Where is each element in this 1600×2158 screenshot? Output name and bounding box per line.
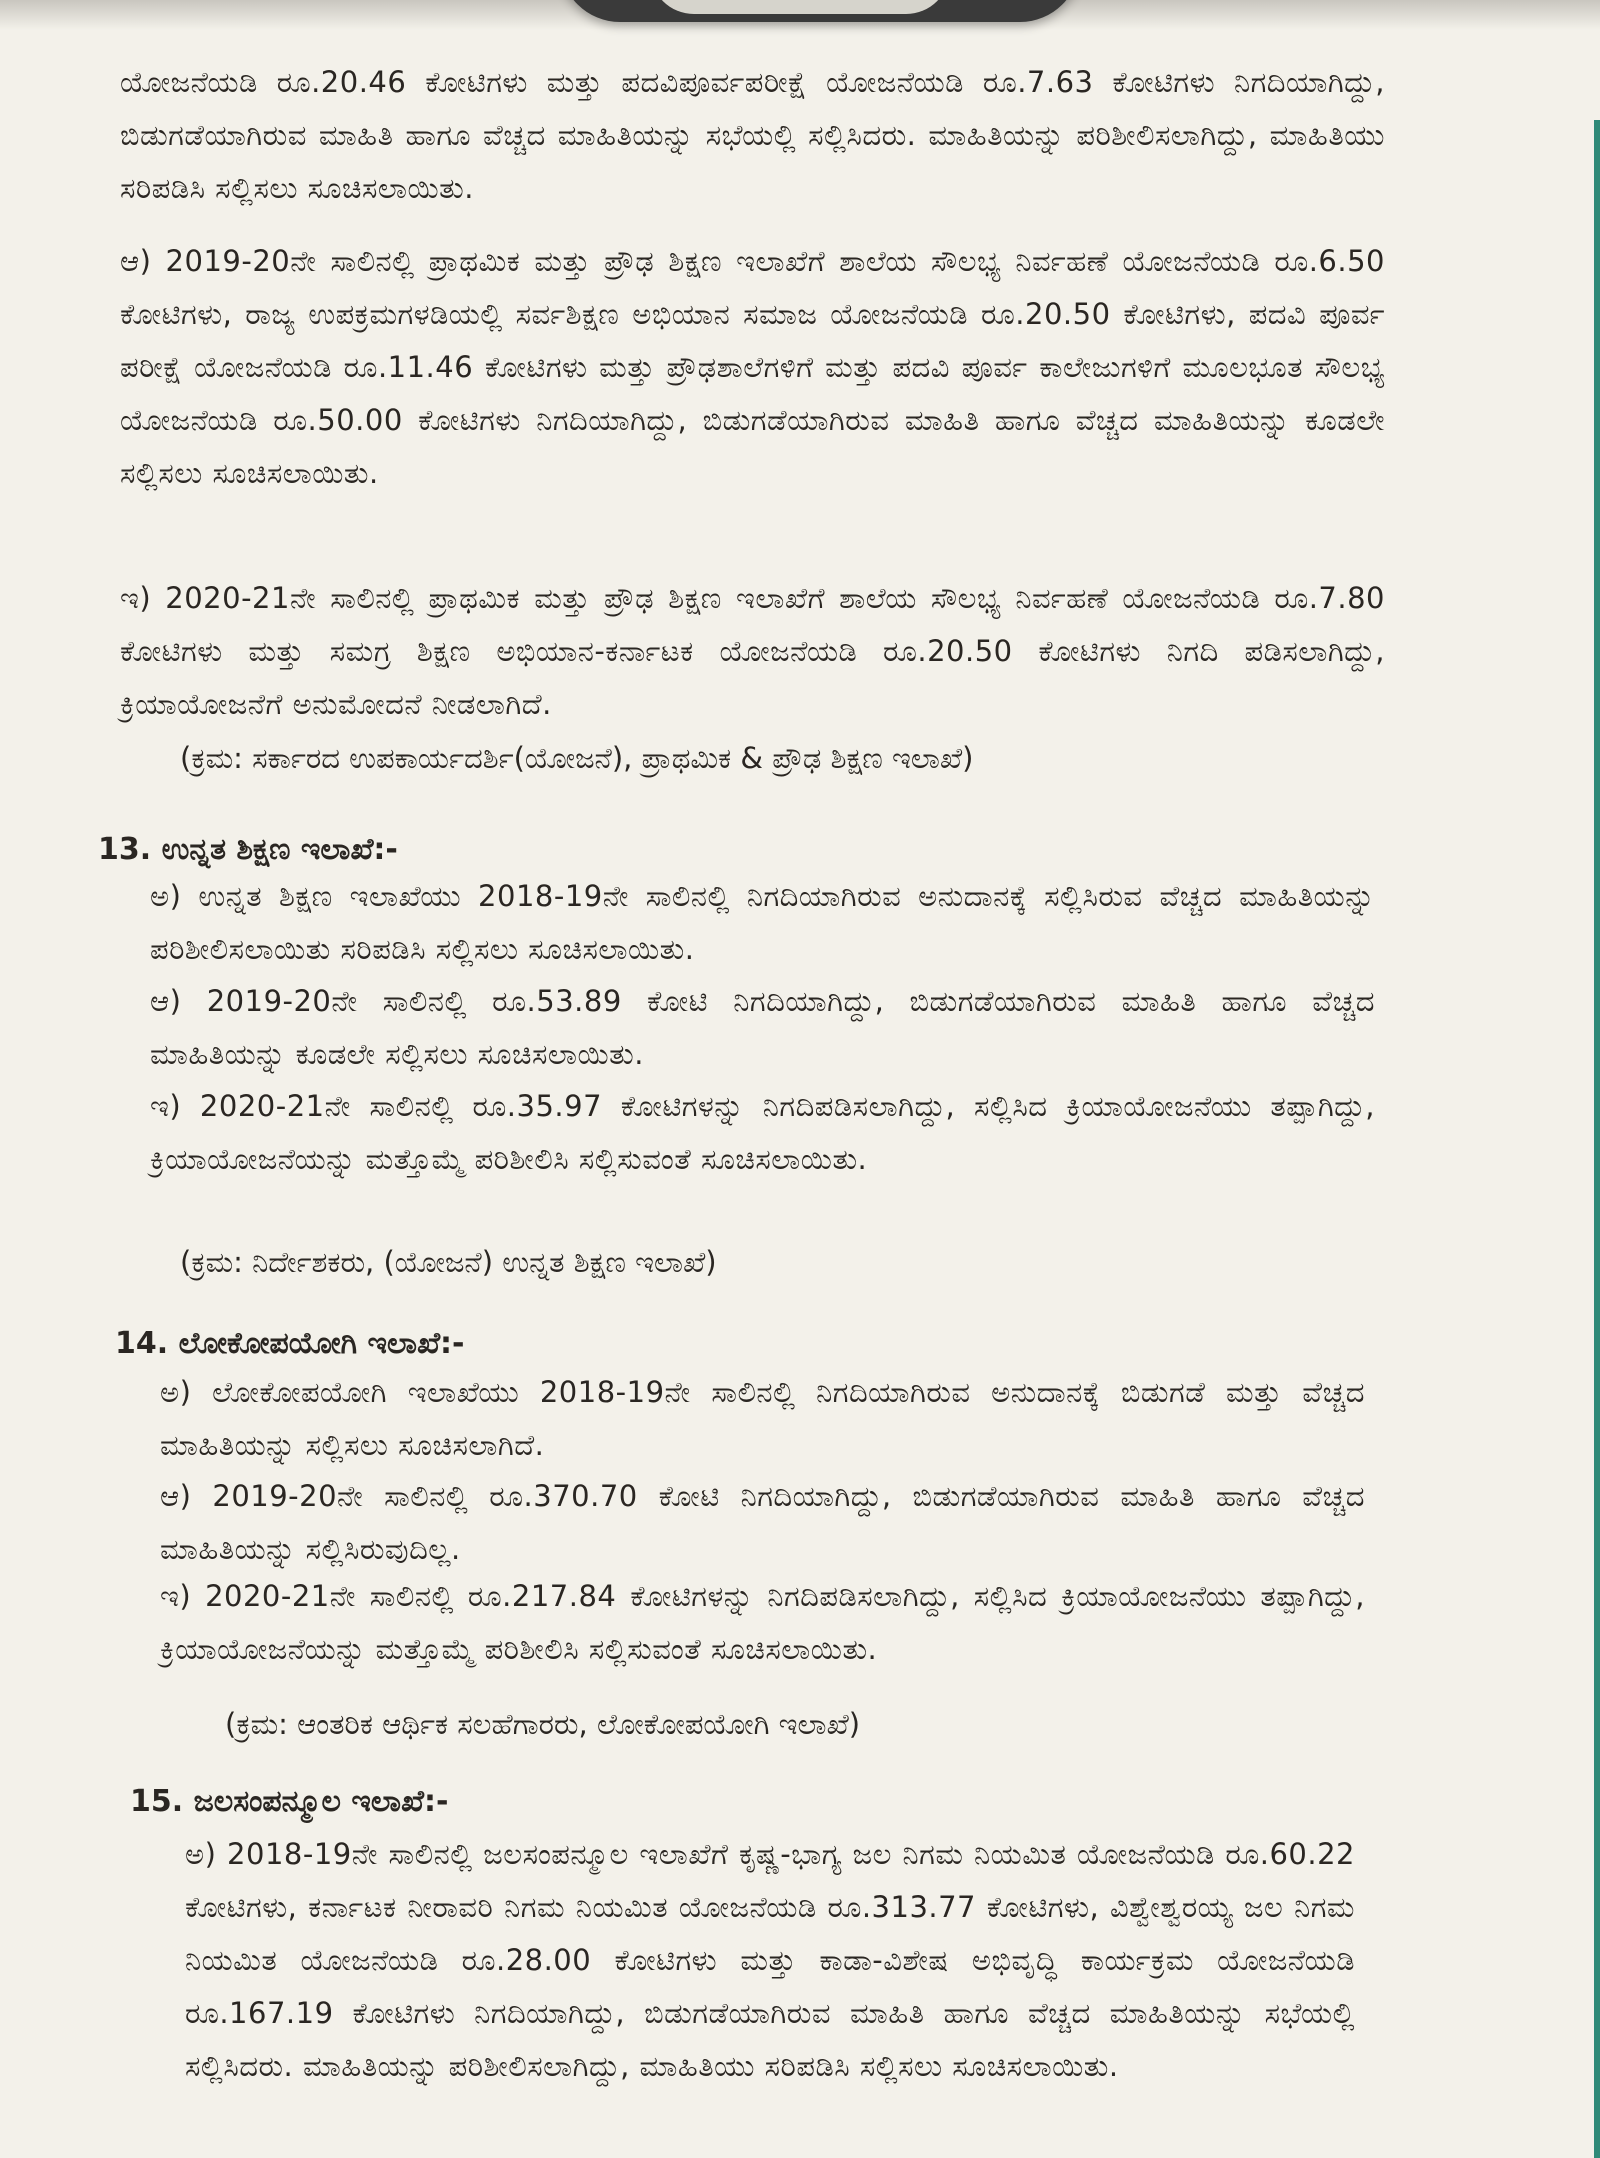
paragraph-13c: ಇ) 2020-21ನೇ ಸಾಲಿನಲ್ಲಿ ರೂ.35.97 ಕೋಟಿಗಳನ್ನು ನಿಗದಿಪಡಿಸಲಾಗಿದ್ದು, ಸಲ್ಲಿಸಿದ ಕ್ರಿಯಾಯೋಜನೆಯು ತಪ್ಪಾಗಿದ್ದು, ಕ್ರಿಯಾಯೋಜನೆಯನ್ನು ಮತ್ತೊಮ್ಮೆ ಪರಿಶೀಲಿಸಿ ಸಲ್ಲಿಸುವಂತೆ ಸೂಚಿಸಲಾಯಿತು. [150,1089,1375,1176]
paragraph-13a: ಅ) ಉನ್ನತ ಶಿಕ್ಷಣ ಇಲಾಖೆಯು 2018-19ನೇ ಸಾಲಿನಲ್ಲಿ ನಿಗದಿಯಾಗಿರುವ ಅನುದಾನಕ್ಕೆ ಸಲ್ಲಿಸಿರುವ ವೆಚ್ಚದ ಮಾಹಿತಿಯನ್ನು ಪರಿಶೀಲಿಸಲಾಯಿತು ಸರಿಪಡಿಸಿ ಸಲ್ಲಿಸಲು ಸೂಚಿಸಲಾಯಿತು. [150,879,1375,966]
credit-higher-education: (ಕ್ರಮ: ನಿರ್ದೇಶಕರು, (ಯೋಜನೆ) ಉನ್ನತ ಶಿಕ್ಷಣ ಇಲಾಖೆ) [180,1245,717,1279]
paragraph-2020-21-primary: ಇ) 2020-21ನೇ ಸಾಲಿನಲ್ಲಿ ಪ್ರಾಥಮಿಕ ಮತ್ತು ಪ್ರೌಢ ಶಿಕ್ಷಣ ಇಲಾಖೆಗೆ ಶಾಲೆಯ ಸೌಲಭ್ಯ ನಿರ್ವಹಣೆ ಯೋಜನೆಯಡಿ ರೂ.7.80 ಕೋಟಿಗಳು ಮತ್ತು ಸಮಗ್ರ ಶಿಕ್ಷಣ ಅಭಿಯಾನ-ಕರ್ನಾಟಕ ಯೋಜನೆಯಡಿ ರೂ.20.50 ಕೋಟಿಗಳು ನಿಗದಿ ಪಡಿಸಲಾಗಿದ್ದು, ಕ್ರಿಯಾಯೋಜನೆಗೆ ಅನುಮೋದನೆ ನೀಡಲಾಗಿದೆ. [120,581,1385,721]
paragraph-14b: ಆ) 2019-20ನೇ ಸಾಲಿನಲ್ಲಿ ರೂ.370.70 ಕೋಟಿ ನಿಗದಿಯಾಗಿದ್ದು, ಬಿಡುಗಡೆಯಾಗಿರುವ ಮಾಹಿತಿ ಹಾಗೂ ವೆಚ್ಚದ ಮಾಹಿತಿಯನ್ನು ಸಲ್ಲಿಸಿರುವುದಿಲ್ಲ. [160,1479,1365,1566]
heading-15-water-resources: 15. ಜಲಸಂಪನ್ಮೂಲ ಇಲಾಖೆ:- [130,1784,449,1819]
paragraph-14a: ಅ) ಲೋಕೋಪಯೋಗಿ ಇಲಾಖೆಯು 2018-19ನೇ ಸಾಲಿನಲ್ಲಿ ನಿಗದಿಯಾಗಿರುವ ಅನುದಾನಕ್ಕೆ ಬಿಡುಗಡೆ ಮತ್ತು ವೆಚ್ಚದ ಮಾಹಿತಿಯನ್ನು ಸಲ್ಲಿಸಲು ಸೂಚಿಸಲಾಗಿದೆ. [160,1375,1365,1462]
paragraph-14c: ಇ) 2020-21ನೇ ಸಾಲಿನಲ್ಲಿ ರೂ.217.84 ಕೋಟಿಗಳನ್ನು ನಿಗದಿಪಡಿಸಲಾಗಿದ್ದು, ಸಲ್ಲಿಸಿದ ಕ್ರಿಯಾಯೋಜನೆಯು ತಪ್ಪಾಗಿದ್ದು, ಕ್ರಿಯಾಯೋಜನೆಯನ್ನು ಮತ್ತೊಮ್ಮೆ ಪರಿಶೀಲಿಸಿ ಸಲ್ಲಿಸುವಂತೆ ಸೂಚಿಸಲಾಯಿತು. [160,1579,1365,1666]
paragraph-continuation: ಯೋಜನೆಯಡಿ ರೂ.20.46 ಕೋಟಿಗಳು ಮತ್ತು ಪದವಿಪೂರ್ವಪರೀಕ್ಷೆ ಯೋಜನೆಯಡಿ ರೂ.7.63 ಕೋಟಿಗಳು ನಿಗದಿಯಾಗಿದ್ದು, ಬಿಡುಗಡೆಯಾಗಿರುವ ಮಾಹಿತಿ ಹಾಗೂ ವೆಚ್ಚದ ಮಾಹಿತಿಯನ್ನು ಸಭೆಯಲ್ಲಿ ಸಲ್ಲಿಸಿದರು. ಮಾಹಿತಿಯನ್ನು ಪರಿಶೀಲಿಸಲಾಗಿದ್ದು, ಮಾಹಿತಿಯು ಸರಿಪಡಿಸಿ ಸಲ್ಲಿಸಲು ಸೂಚಿಸಲಾಯಿತು. [120,65,1385,205]
paragraph-15a: ಅ) 2018-19ನೇ ಸಾಲಿನಲ್ಲಿ ಜಲಸಂಪನ್ಮೂಲ ಇಲಾಖೆಗೆ ಕೃಷ್ಣ-ಭಾಗ್ಯ ಜಲ ನಿಗಮ ನಿಯಮಿತ ಯೋಜನೆಯಡಿ ರೂ.60.22 ಕೋಟಿಗಳು, ಕರ್ನಾಟಕ ನೀರಾವರಿ ನಿಗಮ ನಿಯಮಿತ ಯೋಜನೆಯಡಿ ರೂ.313.77 ಕೋಟಿಗಳು, ವಿಶ್ವೇಶ್ವರಯ್ಯ ಜಲ ನಿಗಮ ನಿಯಮಿತ ಯೋಜನೆಯಡಿ ರೂ.28.00 ಕೋಟಿಗಳು ಮತ್ತು ಕಾಡಾ-ವಿಶೇಷ ಅಭಿವೃದ್ಧಿ ಕಾರ್ಯಕ್ರಮ ಯೋಜನೆಯಡಿ ರೂ.167.19 ಕೋಟಿಗಳು ನಿಗದಿಯಾಗಿದ್ದು, ಬಿಡುಗಡೆಯಾಗಿರುವ ಮಾಹಿತಿ ಹಾಗೂ ವೆಚ್ಚದ ಮಾಹಿತಿಯನ್ನು ಸಭೆಯಲ್ಲಿ ಸಲ್ಲಿಸಿದರು. ಮಾಹಿತಿಯನ್ನು ಪರಿಶೀಲಿಸಲಾಗಿದ್ದು, ಮಾಹಿತಿಯು ಸರಿಪಡಿಸಿ ಸಲ್ಲಿಸಲು ಸೂಚಿಸಲಾಯಿತು. [185,1837,1355,2083]
paragraph-13b: ಆ) 2019-20ನೇ ಸಾಲಿನಲ್ಲಿ ರೂ.53.89 ಕೋಟಿ ನಿಗದಿಯಾಗಿದ್ದು, ಬಿಡುಗಡೆಯಾಗಿರುವ ಮಾಹಿತಿ ಹಾಗೂ ವೆಚ್ಚದ ಮಾಹಿತಿಯನ್ನು ಕೂಡಲೇ ಸಲ್ಲಿಸಲು ಸೂಚಿಸಲಾಯಿತು. [150,984,1375,1071]
heading-13-higher-education: 13. ಉನ್ನತ ಶಿಕ್ಷಣ ಇಲಾಖೆ:- [98,832,398,867]
heading-14-public-works: 14. ಲೋಕೋಪಯೋಗಿ ಇಲಾಖೆ:- [115,1326,465,1361]
credit-primary-secondary-education: (ಕ್ರಮ: ಸರ್ಕಾರದ ಉಪಕಾರ್ಯದರ್ಶಿ(ಯೋಜನೆ), ಪ್ರಾಥಮಿಕ & ಪ್ರೌಢ ಶಿಕ್ಷಣ ಇಲಾಖೆ) [180,741,974,775]
paragraph-2019-20-primary: ಆ) 2019-20ನೇ ಸಾಲಿನಲ್ಲಿ ಪ್ರಾಥಮಿಕ ಮತ್ತು ಪ್ರೌಢ ಶಿಕ್ಷಣ ಇಲಾಖೆಗೆ ಶಾಲೆಯ ಸೌಲಭ್ಯ ನಿರ್ವಹಣೆ ಯೋಜನೆಯಡಿ ರೂ.6.50 ಕೋಟಿಗಳು, ರಾಜ್ಯ ಉಪಕ್ರಮಗಳಡಿಯಲ್ಲಿ ಸರ್ವಶಿಕ್ಷಣ ಅಭಿಯಾನ ಸಮಾಜ ಯೋಜನೆಯಡಿ ರೂ.20.50 ಕೋಟಿಗಳು, ಪದವಿ ಪೂರ್ವ ಪರೀಕ್ಷೆ ಯೋಜನೆಯಡಿ ರೂ.11.46 ಕೋಟಿಗಳು ಮತ್ತು ಪ್ರೌಢಶಾಲೆಗಳಿಗೆ ಮತ್ತು ಪದವಿ ಪೂರ್ವ ಕಾಲೇಜುಗಳಿಗೆ ಮೂಲಭೂತ ಸೌಲಭ್ಯ ಯೋಜನೆಯಡಿ ರೂ.50.00 ಕೋಟಿಗಳು ನಿಗದಿಯಾಗಿದ್ದು, ಬಿಡುಗಡೆಯಾಗಿರುವ ಮಾಹಿತಿ ಹಾಗೂ ವೆಚ್ಚದ ಮಾಹಿತಿಯನ್ನು ಕೂಡಲೇ ಸಲ್ಲಿಸಲು ಸೂಚಿಸಲಾಯಿತು. [120,244,1385,490]
credit-public-works: (ಕ್ರಮ: ಆಂತರಿಕ ಆರ್ಥಿಕ ಸಲಹೆಗಾರರು, ಲೋಕೋಪಯೋಗಿ ಇಲಾಖೆ) [225,1707,861,1741]
